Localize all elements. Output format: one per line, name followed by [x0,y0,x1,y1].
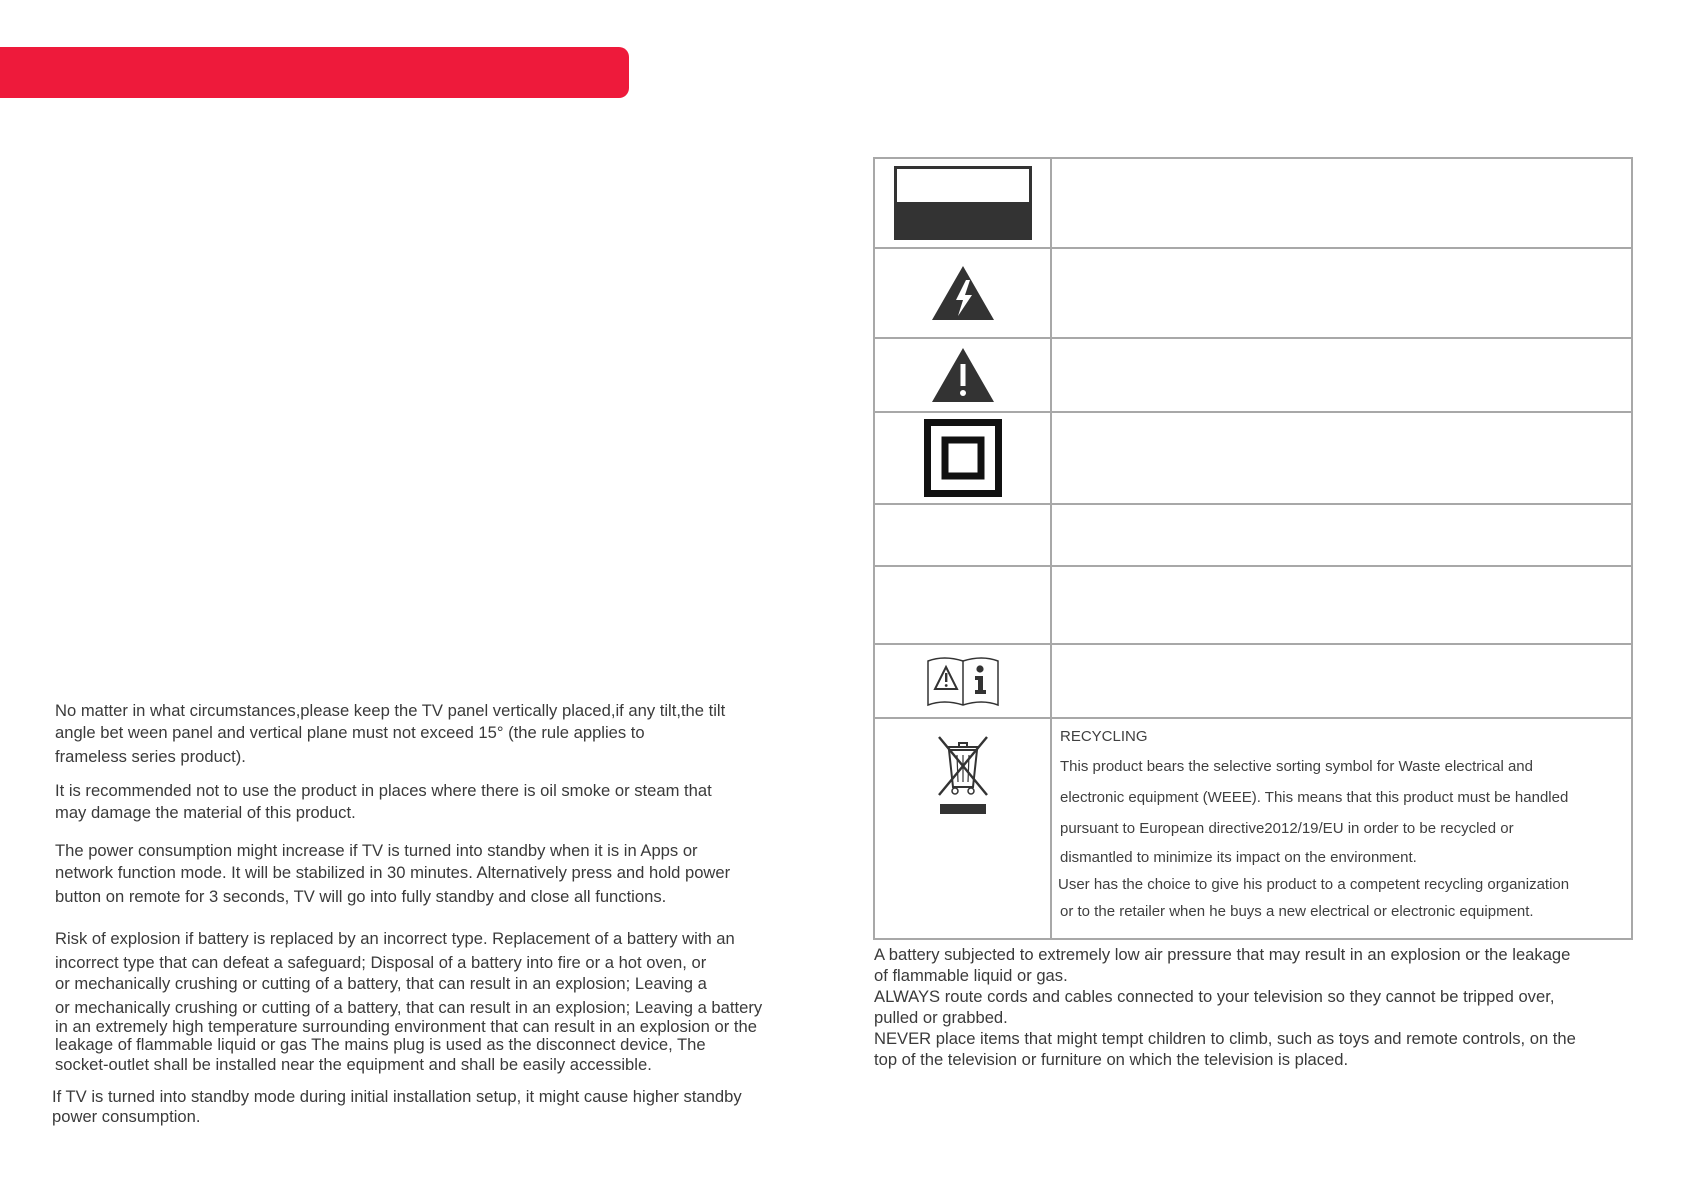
description-cell [1052,645,1631,717]
caution-label-icon [894,166,1032,240]
text-line: User has the choice to give his product to a competent recycling organization [1058,876,1570,893]
text-line: of flammable liquid or gas. [874,966,1068,985]
table-row [875,565,1631,643]
text-line: If TV is turned into standby mode during initial installation setup, it might cause higher standby [52,1087,742,1106]
note-oil-smoke [55,780,835,824]
text-line: pulled or grabbed. [874,1008,1008,1027]
symbol-cell [875,249,1052,337]
text-line: or mechanically crushing or cutting of a battery, that can result in an explosion; Leaving a [55,974,707,993]
symbol-cell [875,159,1052,247]
text-line: No matter in what circumstances,please keep the TV panel vertically placed,if any tilt,the tilt [55,701,726,720]
text-line: ALWAYS route cords and cables connected to your television so they cannot be tripped over, [874,987,1555,1006]
safety-notes [52,700,835,1139]
manual-info-icon [926,653,1000,709]
description-cell [1052,567,1631,643]
text-line: It is recommended not to use the product in places where there is oil smoke or steam that [55,781,712,800]
text-line: pursuant to European directive2012/19/EU in order to be recycled or [1060,820,1514,837]
note-power-consumption [55,840,835,908]
text-line: NEVER place items that might tempt children to climb, such as toys and remote controls, on the [874,1029,1576,1048]
text-line: frameless series product). [55,747,246,766]
description-cell [1052,505,1631,565]
description-cell [1052,339,1631,411]
symbol-cell [875,645,1052,717]
table-row [875,411,1631,503]
symbol-cell [875,719,1052,938]
text-line: A battery subjected to extremely low air pressure that may result in an explosion or the leakage [874,945,1571,964]
symbols-table [873,157,1633,940]
double-insulation-icon [924,419,1002,497]
symbol-cell [875,505,1052,565]
text-line: socket-outlet shall be installed near the equipment and shall be easily accessible. [55,1055,652,1074]
note-standby-setup [52,1087,835,1127]
exclamation-warning-icon [930,346,996,404]
text-line: Risk of explosion if battery is replaced by an incorrect type. Replacement of a battery with an [55,929,735,948]
table-row [875,503,1631,565]
table-row [875,247,1631,337]
description-cell [1052,413,1631,503]
description-cell [1052,159,1631,247]
text-line: or mechanically crushing or cutting of a battery, that can result in an explosion; Leaving a battery [55,998,763,1017]
table-row [875,717,1631,938]
text-line: top of the television or furniture on which the television is placed. [874,1050,1349,1069]
table-row [875,159,1631,247]
recycling-description [1052,719,1631,938]
text-line: button on remote for 3 seconds, TV will go into fully standby and close all functions. [55,887,667,906]
table-row [875,337,1631,411]
description-cell [1052,249,1631,337]
text-line: electronic equipment (WEEE). This means that this product must be handled [1060,789,1569,806]
text-line: in an extremely high temperature surrounding environment that can result in an explosion or the [55,1017,757,1036]
symbol-cell [875,339,1052,411]
additional-warnings [874,944,1654,1070]
note-panel-tilt [55,700,835,768]
text-line: This product bears the selective sorting symbol for Waste electrical and [1060,758,1533,775]
symbol-cell [875,413,1052,503]
text-line: may damage the material of this product. [55,803,356,822]
weee-crossed-bin-icon [933,733,993,815]
section-header-bar [0,47,629,98]
note-battery-explosion [55,928,835,1075]
recycling-title: RECYCLING [1060,728,1148,745]
text-line: network function mode. It will be stabilized in 30 minutes. Alternatively press and hold power [55,863,731,882]
text-line: dismantled to minimize its impact on the environment. [1060,849,1417,866]
text-line: incorrect type that can defeat a safeguard; Disposal of a battery into fire or a hot oven, or [55,953,707,972]
symbol-cell [875,567,1052,643]
text-line: The power consumption might increase if TV is turned into standby when it is in Apps or [55,841,698,860]
electric-shock-warning-icon [930,264,996,322]
text-line: leakage of flammable liquid or gas The mains plug is used as the disconnect device, The [55,1035,706,1054]
table-row [875,643,1631,717]
text-line: power consumption. [52,1107,201,1126]
text-line: angle bet ween panel and vertical plane must not exceed 15° (the rule applies to [55,723,645,742]
text-line: or to the retailer when he buys a new electrical or electronic equipment. [1060,903,1534,920]
